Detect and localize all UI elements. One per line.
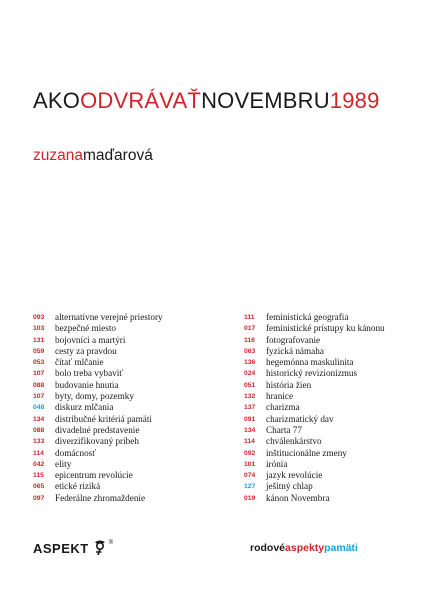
toc-keyword: budovanie hnutia	[55, 379, 119, 390]
toc-page-number: 051	[244, 381, 256, 389]
toc-entry	[244, 425, 424, 436]
toc-entry	[244, 459, 424, 470]
toc-keyword: diverzifikovaný príbeh	[55, 436, 139, 447]
publisher-name: ASPEKT	[33, 541, 89, 556]
toc-entry	[33, 414, 228, 425]
toc-keyword: cesty za pravdou	[55, 345, 117, 356]
toc-entry	[244, 448, 424, 459]
toc-entry	[244, 402, 424, 413]
toc-keyword: Charta 77	[266, 424, 302, 435]
toc-page-number: 091	[244, 415, 256, 423]
toc-page-number: 065	[33, 483, 45, 491]
author-name	[33, 147, 153, 165]
toc-keyword: feministická geografia	[266, 312, 349, 322]
toc-page-number: 053	[33, 359, 45, 367]
toc-entry	[244, 323, 424, 334]
toc-entry	[33, 368, 228, 379]
toc-keyword: Federálne zhromaždenie	[55, 492, 146, 503]
toc-page-number: 048	[33, 404, 45, 412]
toc-keyword: jazyk revolúcie	[266, 470, 323, 481]
toc-entry	[244, 368, 424, 379]
venus-bird-logo-icon	[92, 538, 108, 556]
toc-page-number: 136	[244, 359, 256, 367]
toc-right-column	[244, 312, 424, 504]
toc-keyword: fotografovanie	[266, 334, 321, 345]
toc-page-number: 092	[244, 449, 256, 457]
toc-page-number: 019	[244, 494, 256, 502]
toc-keyword: diskurz mlčania	[55, 402, 114, 413]
toc-page-number: 017	[244, 325, 256, 333]
toc-entry	[244, 391, 424, 402]
toc-page-number: 093	[33, 314, 45, 321]
author-last: maďarová	[82, 147, 153, 164]
title-part-novembru: NOVEMBRU	[201, 88, 330, 113]
toc-entry	[33, 391, 228, 402]
toc-keyword: domácnosť	[55, 447, 97, 458]
toc-entry	[244, 414, 424, 425]
toc-entry	[244, 481, 424, 492]
author-first: zuzana	[33, 147, 83, 164]
toc-keyword: bojovníci a martýri	[55, 334, 126, 345]
toc-entry	[33, 335, 228, 346]
toc-keyword: byty, domy, pozemky	[55, 391, 134, 402]
toc-page-number: 063	[244, 347, 256, 355]
toc-keyword: charizma	[266, 402, 300, 413]
toc-page-number: 134	[244, 426, 256, 434]
toc-keyword: história žien	[266, 379, 312, 390]
toc-keyword: irónia	[266, 458, 288, 469]
toc-keyword: čítať mlčanie	[55, 357, 104, 368]
title-part-year: 1989	[329, 88, 380, 113]
toc-page-number: 097	[33, 494, 45, 502]
toc-page-number: 088	[33, 426, 45, 434]
toc-page-number: 114	[33, 449, 44, 457]
toc-entry	[33, 481, 228, 492]
toc-page-number: 024	[244, 370, 256, 378]
toc-keyword: kánon Novembra	[266, 492, 330, 503]
series-part-pamati: pamäti	[324, 542, 358, 554]
toc-page-number: 074	[244, 472, 256, 480]
toc-entry	[33, 380, 228, 391]
toc-page-number: 132	[244, 393, 256, 401]
toc-entry	[33, 346, 228, 357]
toc-page-number: 114	[244, 438, 255, 446]
toc-page-number: 137	[244, 404, 256, 412]
title-part-ako: AKO	[33, 88, 81, 113]
toc-page-number: 107	[33, 393, 45, 401]
toc-keyword: chválenkárstvo	[266, 436, 322, 447]
toc-keyword: elity	[55, 458, 72, 469]
toc-entry	[33, 357, 228, 368]
toc-keyword: feministické prístupy ku kánonu	[266, 323, 385, 334]
toc-entry	[33, 448, 228, 459]
book-title	[33, 88, 380, 114]
toc-page-number: 059	[33, 347, 45, 355]
toc-entry	[244, 493, 424, 504]
toc-entry	[244, 470, 424, 481]
toc-page-number: 134	[33, 415, 45, 423]
toc-entry	[244, 346, 424, 357]
toc-keyword: alternatívne verejné priestory	[55, 312, 163, 322]
toc-entry	[33, 402, 228, 413]
toc-keyword: etické riziká	[55, 481, 101, 492]
toc-entry	[244, 357, 424, 368]
toc-page-number: 101	[244, 460, 256, 468]
toc-entry	[33, 312, 228, 323]
toc-keyword: hegemónna maskulinita	[266, 357, 354, 368]
toc-keyword: bezpečné miesto	[55, 323, 116, 334]
toc-page-number: 116	[244, 336, 255, 344]
toc-keyword: distribučné kritériá pamäti	[55, 413, 152, 424]
toc-keyword: inštitucionálne zmeny	[266, 447, 347, 458]
toc-page-number: 042	[33, 460, 45, 468]
toc-page-number: 133	[33, 438, 45, 446]
toc-keyword: hranice	[266, 391, 294, 402]
toc-entry	[33, 323, 228, 334]
toc-entry	[33, 425, 228, 436]
toc-keyword: ješitný chlap	[266, 481, 313, 492]
toc-keyword: bolo treba vybaviť	[55, 368, 124, 379]
toc-page-number: 088	[33, 381, 45, 389]
title-part-odvravat: ODVRÁVAŤ	[80, 88, 202, 113]
registered-mark: ®	[108, 540, 114, 546]
toc-keyword: epicentrum revolúcie	[55, 470, 133, 481]
toc-left-column	[33, 312, 228, 504]
toc-keyword: divadelné predstavenie	[55, 424, 140, 435]
series-title	[250, 542, 358, 554]
toc-entry	[244, 380, 424, 391]
series-part-rodove: rodové	[250, 542, 286, 554]
toc-entry	[244, 436, 424, 447]
toc-keyword: historický revizionizmus	[266, 368, 358, 379]
toc-page-number: 131	[33, 336, 45, 344]
toc-page-number: 107	[33, 370, 45, 378]
series-part-aspekty: aspekty	[285, 542, 325, 554]
toc-entry	[33, 436, 228, 447]
toc-entry	[33, 459, 228, 470]
toc-entry	[244, 312, 424, 323]
toc-entry	[244, 335, 424, 346]
toc-page-number: 115	[33, 472, 44, 480]
toc-entry	[33, 470, 228, 481]
toc-page-number: 127	[244, 483, 256, 491]
toc-page-number: 111	[244, 314, 255, 321]
toc-entry	[33, 493, 228, 504]
toc-keyword: fyzická námaha	[266, 345, 324, 356]
toc-page-number: 103	[33, 325, 45, 333]
publisher-logo	[33, 538, 114, 556]
toc-keyword: charizmatický dav	[266, 413, 334, 424]
